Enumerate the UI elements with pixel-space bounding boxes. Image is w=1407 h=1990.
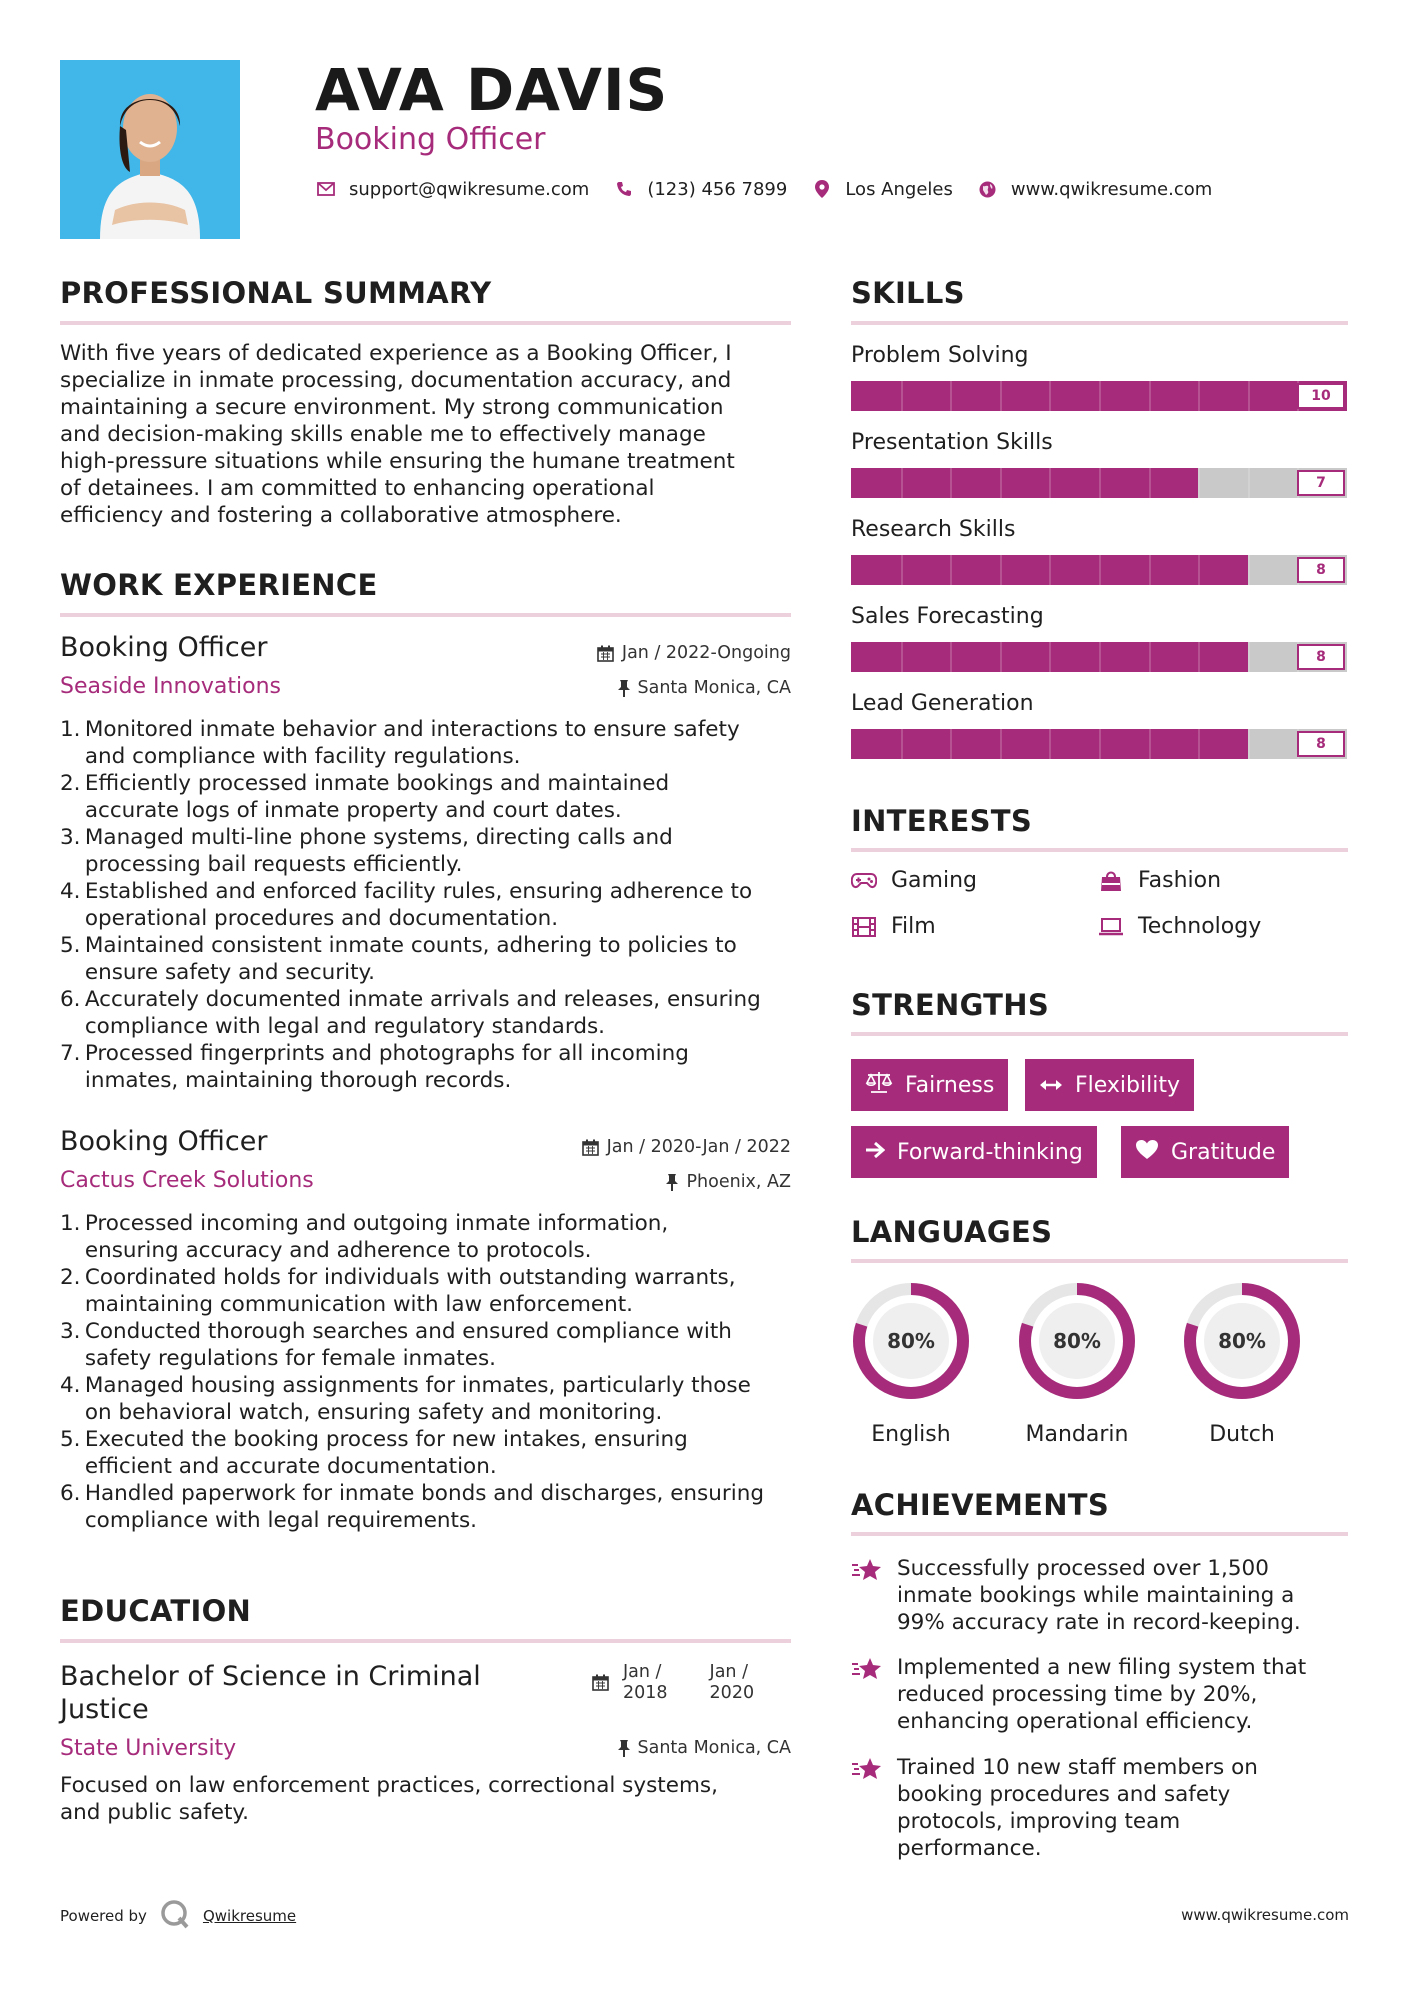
education-location <box>618 1738 792 1758</box>
skill-bar-segment <box>950 381 952 411</box>
job-location <box>618 678 792 698</box>
skill-bar-segment <box>1049 555 1051 585</box>
profile-photo <box>60 60 240 239</box>
skill-name: Research Skills <box>851 517 1016 542</box>
star-award-icon <box>851 1557 883 1585</box>
experience-heading: WORK EXPERIENCE <box>60 568 378 602</box>
job-dates-text: Jan / 2022-Ongoing <box>621 643 791 663</box>
job-title: Booking Officer <box>60 632 268 663</box>
list-item: 3. Managed multi-line phone systems, directing calls and processing bail requests efficiently. <box>60 825 673 877</box>
skill-bar <box>851 642 1347 672</box>
shopping-bag-icon <box>1098 870 1124 892</box>
list-item: 4. Managed housing assignments for inmates, particularly those on behavioral watch, ensuring safety and monitoring. <box>60 1373 751 1425</box>
language-name: Mandarin <box>1025 1422 1129 1447</box>
skill-name: Lead Generation <box>851 691 1034 716</box>
profile-photo-illustration <box>60 60 240 239</box>
education-description-line: Focused on law enforcement practices, correctional systems, <box>60 1773 718 1798</box>
contact-location: Los Angeles <box>845 178 953 200</box>
summary-text <box>60 340 790 529</box>
job-dates-text: Jan / 2020-Jan / 2022 <box>606 1137 791 1157</box>
skill-bar-segment <box>1248 642 1250 672</box>
list-item: 4. Established and enforced facility rules, ensuring adherence to operational procedures and documentation. <box>60 879 753 931</box>
skill-name: Presentation Skills <box>851 430 1053 455</box>
powered-by-label: Powered by <box>60 1907 147 1925</box>
pushpin-icon <box>618 1740 630 1757</box>
language-name: Dutch <box>1209 1422 1275 1447</box>
strength-badge <box>851 1126 1097 1178</box>
phone-icon <box>613 178 635 200</box>
skill-bar-segment <box>950 468 952 498</box>
globe-icon <box>977 178 999 200</box>
heart-icon <box>1135 1139 1159 1166</box>
calendar-icon <box>597 645 614 662</box>
strength-label: Fairness <box>905 1072 995 1098</box>
skill-score: 8 <box>1297 557 1345 583</box>
skill-bar-segment <box>1000 729 1002 759</box>
skill-bar-segment <box>950 642 952 672</box>
strength-label: Flexibility <box>1075 1072 1180 1098</box>
job-location-text: Santa Monica, CA <box>637 678 791 698</box>
skill-name: Sales Forecasting <box>851 604 1044 629</box>
skill-bar-segment <box>1198 642 1200 672</box>
job-company: Cactus Creek Solutions <box>60 1168 314 1193</box>
list-item: 1. Processed incoming and outgoing inmate information, ensuring accuracy and adherence to protocols. <box>60 1211 669 1263</box>
gamepad-icon <box>851 870 877 892</box>
job-location <box>666 1172 791 1192</box>
education-description <box>60 1772 790 1826</box>
skill-name: Problem Solving <box>851 343 1029 368</box>
balance-scale-icon <box>865 1071 893 1099</box>
skill-bar-segment <box>1000 468 1002 498</box>
list-item: 5. Executed the booking process for new intakes, ensuring efficient and accurate documentation. <box>60 1427 688 1479</box>
interests-heading: INTERESTS <box>851 804 1033 838</box>
summary-line: specialize in inmate processing, documentation accuracy, and <box>60 368 732 393</box>
interest-label: Film <box>891 914 936 939</box>
skills-heading: SKILLS <box>851 276 965 310</box>
skill-bar-segment <box>1149 381 1151 411</box>
achievement-text: Implemented a new filing system that reduced processing time by 20%, enhancing operational efficiency. <box>897 1655 1307 1734</box>
achievement-text: Trained 10 new staff members on booking procedures and safety protocols, improving team performance. <box>897 1755 1258 1861</box>
calendar-icon <box>582 1139 599 1156</box>
languages-divider <box>851 1259 1348 1263</box>
skill-bar-segment <box>1149 555 1151 585</box>
arrows-horizontal-icon <box>1039 1073 1063 1098</box>
education-end: Jan / 2020 <box>709 1662 755 1703</box>
skill-bar-segment <box>1198 468 1200 498</box>
candidate-name: AVA DAVIS <box>315 56 669 124</box>
skill-bar-segment <box>1099 381 1101 411</box>
skill-bar-segment <box>901 555 903 585</box>
skill-bar-segment <box>1248 555 1250 585</box>
skill-bar-segment <box>1049 381 1051 411</box>
education-dates <box>592 1662 754 1704</box>
skills-divider <box>851 321 1348 325</box>
calendar-icon <box>592 1674 609 1691</box>
interest-item <box>851 868 977 893</box>
summary-line: high-pressure situations while ensuring the humane treatment <box>60 449 735 474</box>
education-location-text: Santa Monica, CA <box>637 1738 791 1758</box>
pushpin-icon <box>618 680 630 697</box>
skill-bar-segment <box>950 729 952 759</box>
language-percent: 80% <box>1053 1329 1101 1353</box>
education-degree <box>60 1660 530 1726</box>
skill-bar-segment <box>1099 729 1101 759</box>
education-degree-line: Justice <box>60 1694 149 1725</box>
skill-bar-segment <box>950 555 952 585</box>
skill-score: 8 <box>1297 644 1345 670</box>
language-percent: 80% <box>1218 1329 1266 1353</box>
skill-bar-segment <box>1149 729 1151 759</box>
skill-bar-segment <box>1099 468 1101 498</box>
job-location-text: Phoenix, AZ <box>686 1172 791 1192</box>
skill-bar-segment <box>901 729 903 759</box>
strengths-heading: STRENGTHS <box>851 988 1050 1022</box>
contact-phone[interactable]: (123) 456 7899 <box>647 178 788 200</box>
list-item: 5. Maintained consistent inmate counts, adhering to policies to ensure safety and security. <box>60 933 737 985</box>
strength-badge <box>1121 1126 1289 1178</box>
skill-bar-segment <box>1000 381 1002 411</box>
summary-line: efficiency and fostering a collaborative atmosphere. <box>60 503 622 528</box>
contact-email[interactable]: support@qwikresume.com <box>349 178 590 200</box>
interest-item <box>1098 914 1261 939</box>
map-pin-icon <box>811 178 833 200</box>
skill-bar-segment <box>1099 555 1101 585</box>
skill-bar <box>851 381 1347 411</box>
star-award-icon <box>851 1656 883 1684</box>
skill-bar-segment <box>1248 729 1250 759</box>
education-start: Jan / 2018 <box>623 1662 668 1703</box>
contact-website[interactable]: www.qwikresume.com <box>1010 178 1213 200</box>
job-dates <box>582 1137 791 1157</box>
job-dates <box>597 643 791 663</box>
achievement-text: Successfully processed over 1,500 inmate bookings while maintaining a 99% accuracy rate in record-keeping. <box>897 1556 1301 1635</box>
interest-label: Fashion <box>1138 868 1222 893</box>
education-divider <box>60 1639 791 1643</box>
summary-line: and decision-making skills enable me to effectively manage <box>60 422 706 447</box>
achievement-item <box>851 1654 1351 1735</box>
skill-bar-segment <box>1049 642 1051 672</box>
skill-bar <box>851 555 1347 585</box>
footer-brand-link[interactable]: Qwikresume <box>202 1907 297 1925</box>
skill-score: 7 <box>1297 470 1345 496</box>
skill-bar-segment <box>1149 468 1151 498</box>
skill-bar-segment <box>1248 468 1250 498</box>
experience-divider <box>60 613 791 617</box>
skill-bar <box>851 729 1347 759</box>
list-item: 2. Coordinated holds for individuals with outstanding warrants, maintaining communication with law enforcement. <box>60 1265 736 1317</box>
skill-bar-segment <box>1000 555 1002 585</box>
skill-bar-segment <box>1198 381 1200 411</box>
strength-badge <box>851 1059 1008 1111</box>
candidate-title: Booking Officer <box>315 122 546 157</box>
list-item: 3. Conducted thorough searches and ensured compliance with safety regulations for female inmates. <box>60 1319 732 1371</box>
skill-bar-segment <box>901 468 903 498</box>
achievement-item <box>851 1754 1351 1862</box>
job-duties-list <box>60 716 790 1094</box>
interest-label: Technology <box>1138 914 1262 939</box>
language-name: English <box>871 1422 951 1447</box>
job-title: Booking Officer <box>60 1126 268 1157</box>
education-description-line: and public safety. <box>60 1800 249 1825</box>
education-heading: EDUCATION <box>60 1594 252 1628</box>
skill-bar-segment <box>901 642 903 672</box>
education-degree-line: Bachelor of Science in Criminal <box>60 1661 481 1692</box>
film-icon <box>851 916 877 938</box>
language-item <box>1016 1280 1138 1447</box>
achievements-heading: ACHIEVEMENTS <box>851 1488 1110 1522</box>
list-item: 6. Handled paperwork for inmate bonds and discharges, ensuring compliance with legal requirements. <box>60 1481 764 1533</box>
skill-bar-segment <box>1248 381 1250 411</box>
list-item: 1. Monitored inmate behavior and interactions to ensure safety and compliance with facility regulations. <box>60 717 740 769</box>
summary-heading: PROFESSIONAL SUMMARY <box>60 276 492 310</box>
skill-bar-segment <box>901 381 903 411</box>
footer-website[interactable]: www.qwikresume.com <box>1181 1906 1349 1924</box>
contact-bar <box>315 178 1236 200</box>
interest-label: Gaming <box>891 868 977 893</box>
language-percent: 80% <box>887 1329 935 1353</box>
list-item: 7. Processed fingerprints and photographs for all incoming inmates, maintaining thorough records. <box>60 1041 689 1093</box>
skill-bar-segment <box>1099 642 1101 672</box>
skill-bar-segment <box>1198 555 1200 585</box>
language-item <box>1181 1280 1303 1447</box>
summary-line: of detainees. I am committed to enhancing operational <box>60 476 655 501</box>
pushpin-icon <box>666 1174 678 1191</box>
languages-heading: LANGUAGES <box>851 1215 1053 1249</box>
skill-score: 10 <box>1297 383 1345 409</box>
skill-bar-segment <box>1149 642 1151 672</box>
laptop-icon <box>1098 916 1124 938</box>
language-ring <box>1016 1280 1138 1402</box>
achievements-divider <box>851 1532 1348 1536</box>
interests-divider <box>851 848 1348 852</box>
job-duties-list <box>60 1210 790 1534</box>
language-item <box>850 1280 972 1447</box>
education-school: State University <box>60 1736 237 1761</box>
language-ring <box>1181 1280 1303 1402</box>
strength-label: Gratitude <box>1171 1139 1276 1165</box>
arrow-right-icon <box>865 1140 885 1165</box>
interest-item <box>1098 868 1221 893</box>
strengths-divider <box>851 1032 1348 1036</box>
skill-bar-segment <box>1049 468 1051 498</box>
footer-powered-by <box>60 1898 296 1934</box>
interest-item <box>851 914 936 939</box>
skill-bar <box>851 468 1347 498</box>
qwikresume-logo-icon <box>159 1898 191 1934</box>
skill-bar-segment <box>1000 642 1002 672</box>
list-item: 2. Efficiently processed inmate bookings and maintained accurate logs of inmate property and court dates. <box>60 771 670 823</box>
summary-line: With five years of dedicated experience as a Booking Officer, I <box>60 341 732 366</box>
summary-divider <box>60 321 791 325</box>
star-award-icon <box>851 1756 883 1784</box>
skill-bar-segment <box>1198 729 1200 759</box>
skill-score: 8 <box>1297 731 1345 757</box>
skill-bar-segment <box>1049 729 1051 759</box>
skill-bar-fill <box>851 468 1198 498</box>
envelope-icon <box>315 178 337 200</box>
summary-line: maintaining a secure environment. My strong communication <box>60 395 724 420</box>
strength-badge <box>1025 1059 1194 1111</box>
strength-label: Forward-thinking <box>897 1139 1083 1165</box>
list-item: 6. Accurately documented inmate arrivals and releases, ensuring compliance with legal and regulatory standards. <box>60 987 761 1039</box>
job-company: Seaside Innovations <box>60 674 281 699</box>
language-ring <box>850 1280 972 1402</box>
achievement-item <box>851 1555 1351 1636</box>
